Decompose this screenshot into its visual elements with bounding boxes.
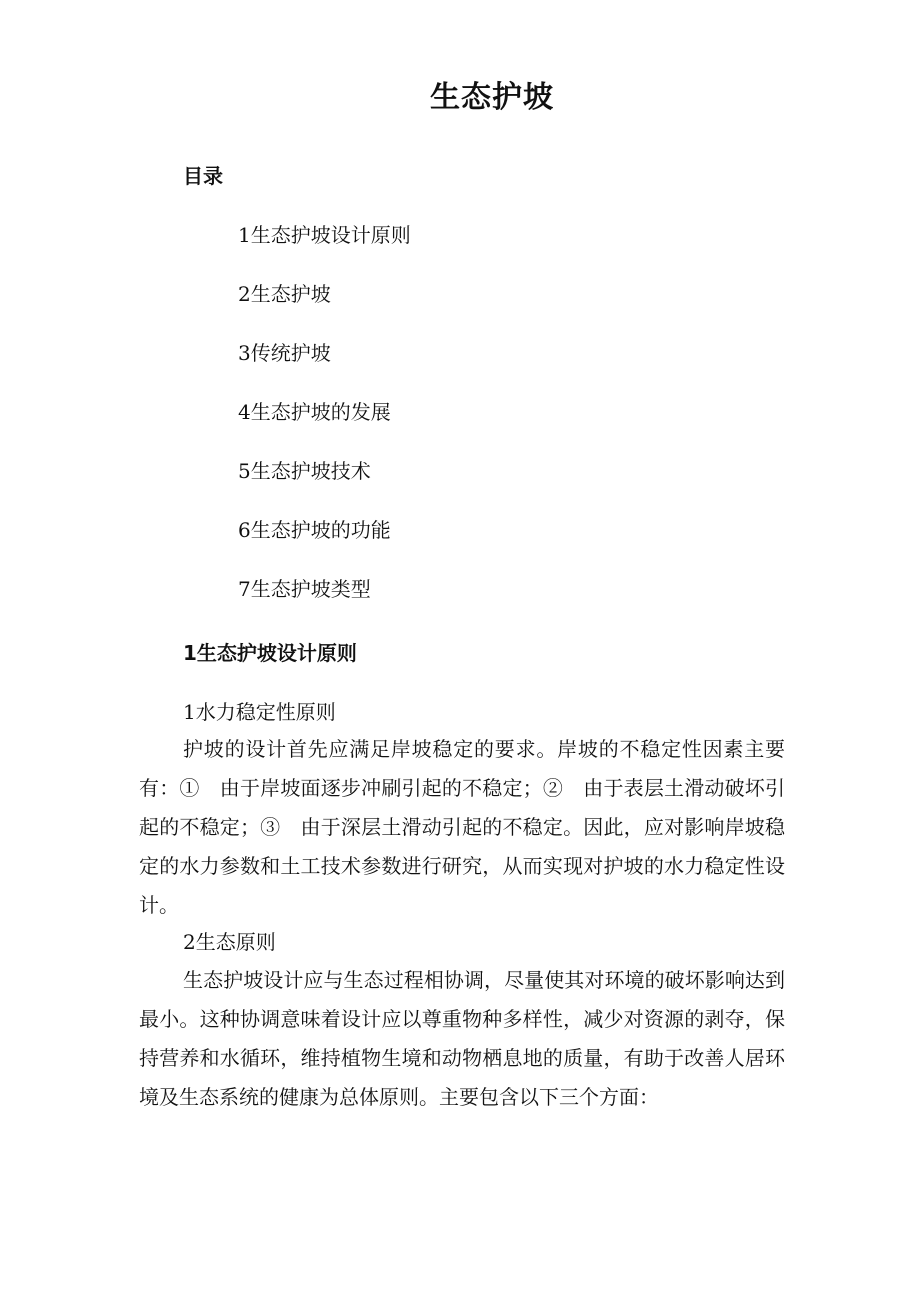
document-title: 生态护坡 bbox=[430, 80, 554, 115]
toc-item-4: 4生态护坡的发展 bbox=[238, 400, 391, 424]
section-1-heading: 1生态护坡设计原则 bbox=[183, 641, 357, 665]
subsection-2-heading: 2生态原则 bbox=[183, 930, 276, 954]
subsection-1-heading: 1水力稳定性原则 bbox=[183, 700, 336, 724]
toc-item-5: 5生态护坡技术 bbox=[238, 459, 371, 483]
toc-item-2: 2生态护坡 bbox=[238, 282, 331, 306]
toc-item-1: 1生态护坡设计原则 bbox=[238, 223, 411, 247]
toc-item-7: 7生态护坡类型 bbox=[238, 577, 371, 601]
subsection-2-paragraph: 生态护坡设计应与生态过程相协调，尽量使其对环境的破坏影响达到最小。这种协调意味着设计应以尊重物种多样性，减少对资源的剥夺，保持营养和水循环，维持植物生境和动物栖息地的质量，有助于改善人居环境及生态系统的健康为总体原则。主要包含以下三个方面： bbox=[139, 968, 785, 1109]
toc-heading: 目录 bbox=[183, 164, 223, 188]
subsection-1-paragraph: 护坡的设计首先应满足岸坡稳定的要求。岸坡的不稳定性因素主要有：① 由于岸坡面逐步冲刷引起的不稳定；② 由于表层土滑动破坏引起的不稳定；③ 由于深层土滑动引起的不稳定。因此，应对影响岸坡稳定的水力参数和土工技术参数进行研究，从而实现对护坡的水力稳定性设计。 bbox=[139, 737, 785, 917]
table-of-contents bbox=[238, 220, 411, 633]
toc-item-6: 6生态护坡的功能 bbox=[238, 518, 391, 542]
toc-item-3: 3传统护坡 bbox=[238, 341, 331, 365]
